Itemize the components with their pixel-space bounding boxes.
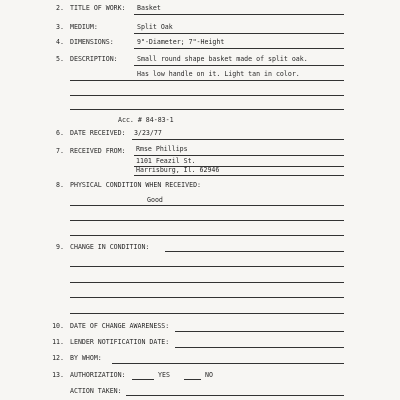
- field-underline: [132, 139, 344, 140]
- authorization-yes-label: YES: [158, 371, 170, 379]
- field-label: CHANGE IN CONDITION:: [70, 243, 150, 251]
- field-label: MEDIUM:: [70, 23, 98, 31]
- field-label: TITLE OF WORK:: [70, 4, 126, 12]
- field-label: DESCRIPTION:: [70, 55, 118, 63]
- description-value: Small round shape basket made of split oak.: [137, 55, 308, 63]
- blank-line: [70, 80, 344, 81]
- item-number: 3.: [56, 23, 64, 31]
- item-number: 8.: [56, 181, 64, 189]
- field-label: AUTHORIZATION:: [70, 371, 126, 379]
- no-blank: [184, 379, 201, 380]
- field-underline: [134, 155, 344, 156]
- item-number: 13.: [52, 371, 64, 379]
- date-received-value: 3/23/77: [134, 129, 162, 137]
- item-number: 5.: [56, 55, 64, 63]
- field-label: RECEIVED FROM:: [70, 147, 126, 155]
- description-line-2: Has low handle on it. Light tan in color.: [137, 70, 300, 78]
- donor-address-line-2: Harrisburg, Il. 62946: [136, 166, 220, 174]
- item-number: 11.: [52, 338, 64, 346]
- blank-line: [70, 266, 344, 267]
- donor-address-line-1: 1101 Feazil St.: [136, 157, 196, 165]
- blank-line: [70, 235, 344, 236]
- field-underline: [126, 395, 344, 396]
- field-label: BY WHOM:: [70, 354, 102, 362]
- blank-line: [70, 220, 344, 221]
- field-underline: [112, 363, 344, 364]
- field-label: DATE OF CHANGE AWARENESS:: [70, 322, 170, 330]
- field-label: PHYSICAL CONDITION WHEN RECEIVED:: [70, 181, 202, 189]
- blank-line: [70, 95, 344, 96]
- accession-number: Acc. # 84-83-1: [118, 116, 174, 124]
- field-underline: [134, 14, 344, 15]
- blank-line: [70, 282, 344, 283]
- item-number: 9.: [56, 243, 64, 251]
- field-underline: [165, 251, 344, 252]
- blank-line: [70, 297, 344, 298]
- authorization-no-label: NO: [205, 371, 213, 379]
- field-underline: [134, 33, 344, 34]
- donor-name: Rmse Phillips: [136, 145, 188, 153]
- field-underline: [175, 331, 344, 332]
- action-taken-label: ACTION TAKEN:: [70, 387, 122, 395]
- medium-value: Split Oak: [137, 23, 173, 31]
- dimensions-value: 9"-Diameter; 7"-Height: [137, 38, 225, 46]
- field-underline: [134, 65, 344, 66]
- field-label: DATE RECEIVED:: [70, 129, 126, 137]
- title-value: Basket: [137, 4, 161, 12]
- field-underline: [134, 48, 344, 49]
- item-number: 6.: [56, 129, 64, 137]
- item-number: 4.: [56, 38, 64, 46]
- field-underline: [134, 175, 344, 176]
- item-number: 10.: [52, 322, 64, 330]
- blank-line: [70, 205, 344, 206]
- field-label: DIMENSIONS:: [70, 38, 114, 46]
- item-number: 7.: [56, 147, 64, 155]
- condition-value: Good: [147, 196, 163, 204]
- item-number: 2.: [56, 4, 64, 12]
- item-number: 12.: [52, 354, 64, 362]
- field-underline: [175, 347, 344, 348]
- blank-line: [70, 109, 344, 110]
- yes-blank: [132, 379, 154, 380]
- field-label: LENDER NOTIFICATION DATE:: [70, 338, 170, 346]
- blank-line: [70, 313, 344, 314]
